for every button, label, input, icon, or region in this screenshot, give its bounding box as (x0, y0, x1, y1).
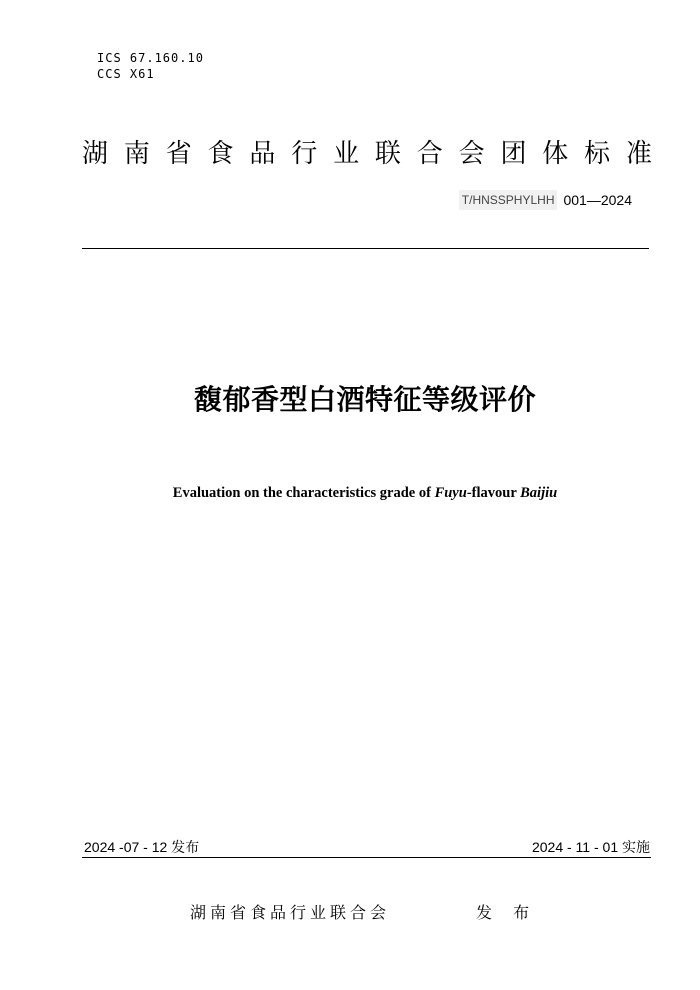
title-char: 合 (416, 139, 443, 169)
title-char: 省 (165, 139, 192, 169)
ccs-code: CCS X61 (97, 67, 155, 81)
english-title-italic: Baijiu (520, 485, 558, 501)
document-title-chinese: 馥郁香型白酒特征等级评价 (193, 383, 536, 416)
title-char: 标 (584, 139, 611, 169)
ics-code: ICS 67.160.10 (97, 51, 204, 65)
title-char: 体 (542, 139, 569, 169)
implementation-date: 2024 - 11 - 01 实施 (531, 839, 650, 855)
title-char: 业 (333, 139, 360, 169)
title-char: 南 (123, 139, 150, 169)
standard-number-prefix: T/HNSSPHYLHH (459, 190, 558, 210)
title-char: 会 (458, 139, 485, 169)
footer-divider (82, 857, 651, 858)
title-char: 行 (291, 139, 318, 169)
title-char: 团 (500, 139, 527, 169)
standard-number-value: 001—2024 (563, 192, 632, 208)
english-title-text: Evaluation on the characteristics grade of (172, 485, 435, 501)
publish-date: 2024 -07 - 12 发布 (84, 839, 200, 855)
standard-category-title (82, 136, 652, 172)
title-char: 联 (374, 139, 401, 169)
classification-codes (97, 50, 204, 82)
header-divider (82, 248, 649, 249)
issuing-organization: 湖南省食品行业联合会 (190, 903, 391, 922)
title-char: 食 (207, 139, 234, 169)
standard-number (459, 190, 632, 210)
document-title-english (0, 483, 700, 503)
title-char: 准 (625, 139, 652, 169)
english-title-text: -flavour (466, 485, 521, 501)
title-char: 湖 (82, 139, 109, 169)
issue-label: 发 布 (476, 903, 538, 922)
english-title-italic: Fuyu (434, 485, 467, 501)
title-char: 品 (249, 139, 276, 169)
